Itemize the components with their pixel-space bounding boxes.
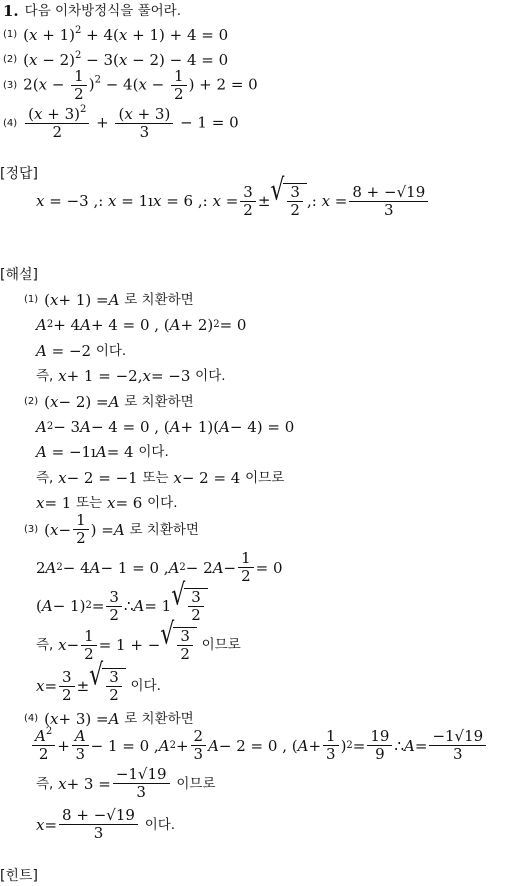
- problem-item-2: [3, 51, 228, 69]
- answer-heading: [정답]: [0, 166, 38, 182]
- sol3-eq2: ( A − 1) 2 = $\frac{3}{2}$ ∴ A = 1 √ $\frac{3}{2}$: [36, 588, 208, 624]
- sol2-eq2: A = −1ı A = 4 이다.: [36, 443, 169, 461]
- sol3-substitute: (3) ( x − $\frac{1}{2}$ ) = A 로 치환하면: [24, 511, 199, 547]
- sol1-substitute: (1) ( x + 1) = A 로 치환하면: [24, 291, 194, 309]
- sol4-eq3: x = $\frac{8 + -√19}{3}$ 이다.: [36, 806, 176, 842]
- problem-instruction: 다음 이차방정식을 풀어라.: [24, 3, 181, 19]
- sol3-eq4: x = $\frac{3}{2}$ ± √ $\frac{3}{2}$ 이다.: [36, 659, 161, 704]
- equation: 2(x − $\frac{1}{2}$ )$^2$ − 4(x − $\frac{1}{2}$ ) + 2 = 0: [23, 67, 258, 103]
- problem-item-3: [3, 68, 258, 103]
- sol2-substitute: (2) ( x − 2) = A 로 치환하면: [24, 393, 194, 411]
- sol2-eq3: 즉, x − 2 = −1 또는 x − 2 = 4 이므로: [36, 469, 285, 487]
- sol4-eq2: 즉, x + 3 = $\frac{-1√19}{3}$ 이므로: [36, 765, 216, 801]
- sol4-eq1: $\frac{A^2}{2}$ + $\frac{A}{3}$ − 1 = 0 , A 2 + $\frac{2}{3}$ A − 2 = 0 , ( A + $\frac{1}{3}$ ) 2 = $\frac{19}{9}$ ∴ A = $\frac{-1√19}{3}$: [30, 728, 488, 763]
- sol2-eq1: A 2 − 3 A − 4 = 0 , ( A + 1)( A − 4) = 0: [36, 418, 295, 436]
- problem-item-1: [3, 26, 228, 44]
- hint-heading: [힌트]: [0, 868, 38, 884]
- sol2-eq4: x = 1 또는 x = 6 이다.: [36, 494, 178, 512]
- sol4-substitute: (4) ( x + 3) = A 로 치환하면: [24, 710, 194, 728]
- item-number: (1): [3, 29, 18, 40]
- sol3-eq3: 즉, x − $\frac{1}{2}$ = 1 + − √ $\frac{3}{2}$ 이므로: [36, 618, 241, 663]
- problem-title: [3, 2, 181, 20]
- sol1-eq3: 즉, x + 1 = −2, x = −3 이다.: [36, 367, 226, 385]
- problem-item-4: [3, 106, 239, 141]
- sol3-eq1: 2 A 2 − 4 A − 1 = 0 , A 2 − 2 A − $\frac{1}{2}$ = 0: [36, 549, 283, 585]
- answer-line: x = −3 ,: x = 1ı x = 6 ,: x = $\frac{3}{2}$ ± √ $\frac{3}{2}$ ,: x = $\frac{8 + -√19}{3}$: [36, 183, 430, 219]
- sol1-eq2: A = −2 이다.: [36, 342, 127, 360]
- item-number: (3): [3, 79, 18, 91]
- item-number: (4): [3, 117, 18, 129]
- item-number: (2): [3, 54, 18, 65]
- equation: $(x + 1)^2 + 4(x + 1) + 4 = 0$: [23, 25, 229, 44]
- equation: $\frac{(x + 3)^2}{2}$ + $\frac{(x + 3)}{3}$ − 1 = 0: [23, 106, 238, 141]
- equation: $(x - 2)^2 - 3(x - 2) - 4 = 0$: [23, 50, 229, 69]
- sol1-eq1: A 2 + 4 A + 4 = 0 , ( A + 2) 2 = 0: [36, 316, 247, 334]
- problem-number: 1.: [3, 2, 19, 20]
- explanation-heading: [해설]: [0, 267, 38, 283]
